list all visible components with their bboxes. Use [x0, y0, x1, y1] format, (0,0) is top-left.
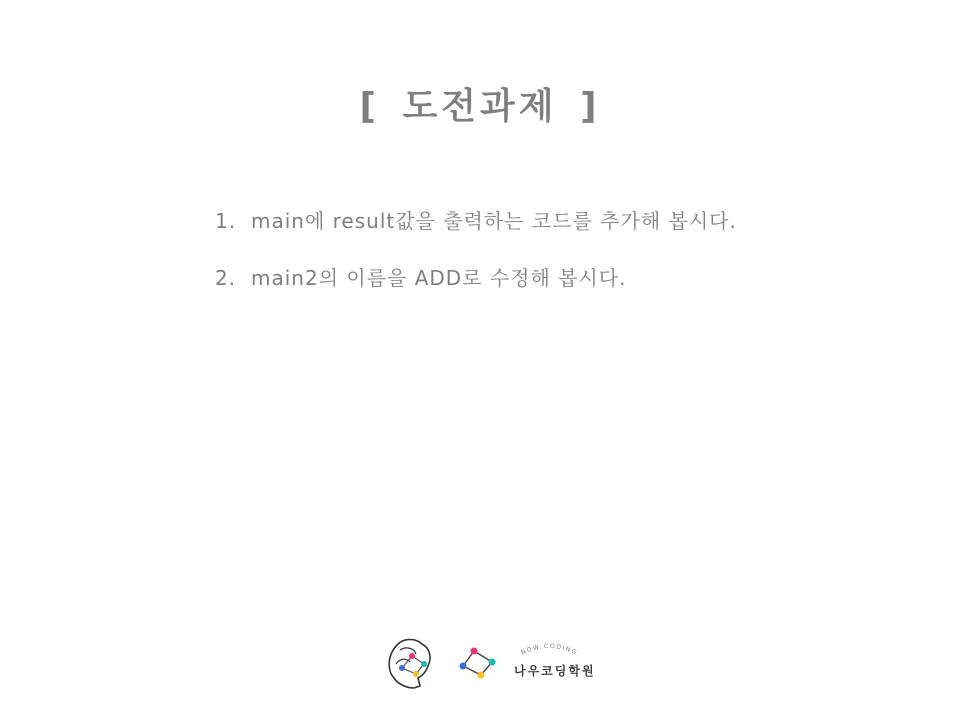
brand-name: 나우코딩학원: [514, 664, 596, 678]
brain-logo-icon: [386, 636, 434, 690]
footer-logo: [386, 636, 606, 692]
arc-text: NOW CODING: [520, 642, 579, 657]
task-list: [215, 205, 737, 319]
task-number: 2.: [215, 266, 237, 290]
node-logo-icon: [458, 646, 498, 680]
slide-title: [ 도전과제 ]: [359, 86, 601, 127]
now-coding-arc: [514, 636, 584, 660]
task-number: 1.: [215, 209, 237, 233]
task-item: [215, 262, 737, 319]
task-text: main에 result값을 출력하는 코드를 추가해 봅시다.: [251, 209, 737, 233]
task-text: main2의 이름을 ADD로 수정해 봅시다.: [251, 266, 627, 290]
task-item: [215, 205, 737, 262]
svg-text:NOW CODING: [520, 643, 579, 657]
